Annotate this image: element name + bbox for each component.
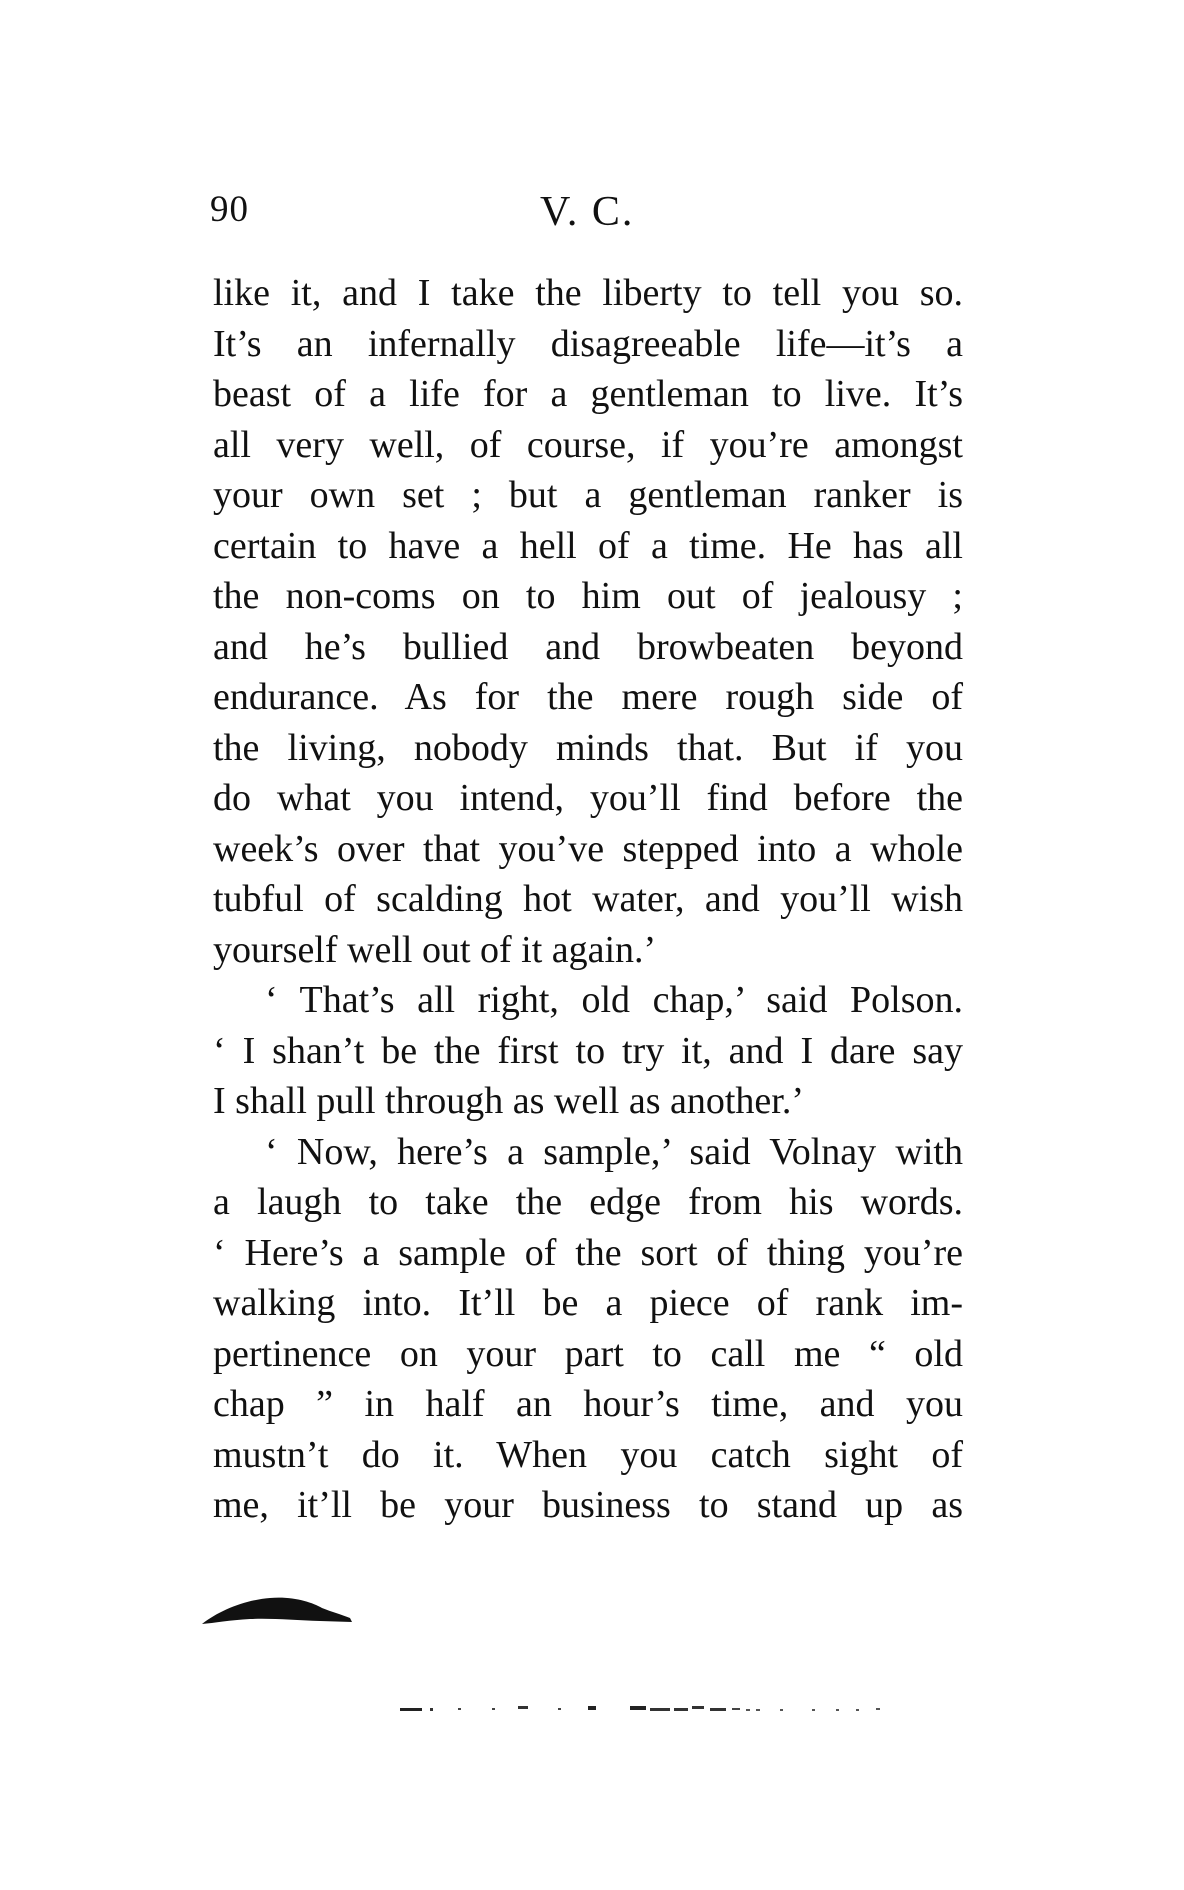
text-line: pertinence on your part to call me “ old <box>213 1332 963 1375</box>
text-line: mustn’t do it. When you catch sight of <box>213 1433 963 1476</box>
text-line: ‘ I shan’t be the first to try it, and I dare say <box>213 1029 963 1072</box>
text-line: like it, and I take the liberty to tell you so. <box>213 272 963 314</box>
text-line: ‘ Now, here’s a sample,’ said Volnay with <box>265 1130 963 1173</box>
text-line: the living, nobody minds that. But if you <box>213 726 963 769</box>
text-line: It’s an infernally disagreeable life—it’s a <box>213 322 963 365</box>
text-line: walking into. It’ll be a piece of rank im- <box>213 1282 963 1324</box>
text-line: I shall pull through as well as another.’ <box>213 1080 804 1122</box>
body-text <box>213 268 963 1531</box>
text-line: certain to have a hell of a time. He has all <box>213 524 963 567</box>
text-line: and he’s bullied and browbeaten beyond <box>213 625 963 668</box>
text-line: the non-coms on to him out of jealousy ; <box>213 575 963 617</box>
text-line: yourself well out of it again.’ <box>213 928 657 971</box>
text-line: week’s over that you’ve stepped into a whole <box>213 827 963 870</box>
text-line: endurance. As for the mere rough side of <box>213 676 963 718</box>
scan-noise <box>400 1700 1100 1720</box>
text-line: ‘ That’s all right, old chap,’ said Polson. <box>265 979 963 1021</box>
text-line: beast of a life for a gentleman to live. It’s <box>213 373 963 415</box>
text-line: your own set ; but a gentleman ranker is <box>213 474 963 516</box>
text-line: a laugh to take the edge from his words. <box>213 1181 963 1223</box>
running-head <box>210 188 970 244</box>
scan-ink-blot <box>200 1588 360 1626</box>
page-number: 90 <box>210 189 249 230</box>
text-line: me, it’ll be your business to stand up as <box>213 1484 963 1526</box>
text-line: tubful of scalding hot water, and you’ll wish <box>213 878 963 920</box>
text-line: ‘ Here’s a sample of the sort of thing you’re <box>213 1231 963 1274</box>
text-line: do what you intend, you’ll find before the <box>213 777 963 819</box>
running-title: V. C. <box>540 189 635 235</box>
text-line: all very well, of course, if you’re amongst <box>213 423 963 466</box>
text-line: chap ” in half an hour’s time, and you <box>213 1383 963 1425</box>
